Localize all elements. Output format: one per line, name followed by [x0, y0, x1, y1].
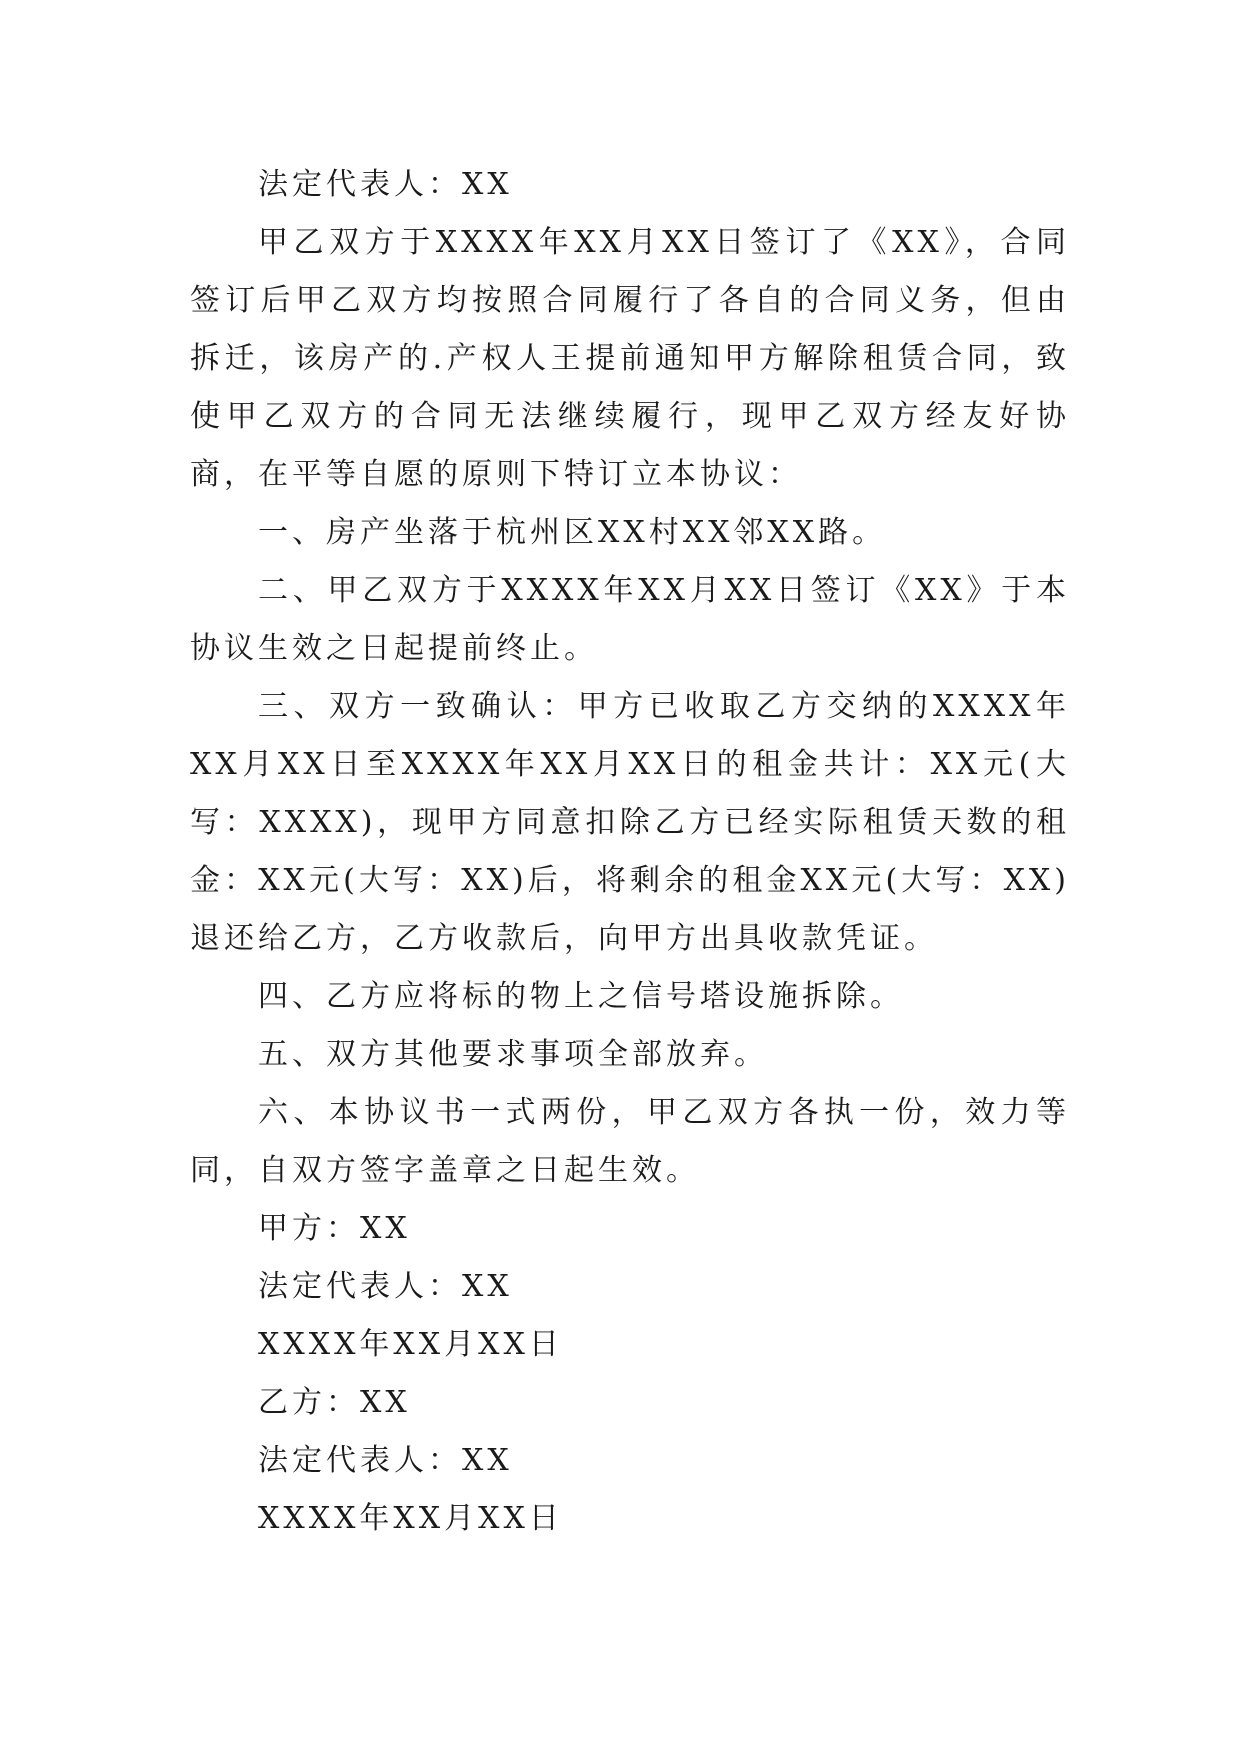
- party-b-signature-block: [190, 1374, 1070, 1548]
- clause-4: 四、乙方应将标的物上之信号塔设施拆除。: [258, 979, 904, 1014]
- party-b-name: 乙方：XX: [258, 1385, 411, 1420]
- clause-1: 一、房产坐落于杭州区XX村XX邻XX路。: [258, 515, 887, 550]
- document-page: [190, 156, 1070, 1548]
- party-a-name: 甲方：XX: [258, 1211, 411, 1246]
- intro-paragraph: 甲乙双方于XXXX年XX月XX日签订了《XX》，合同签订后甲乙双方均按照合同履行了各自的合同义务，但由拆迁，该房产的.产权人王提前通知甲方解除租赁合同，致使甲乙双方的合同无法继续履行，现甲乙双方经友好协商，在平等自愿的原则下特订立本协议：: [190, 225, 1070, 492]
- clause-6: 六、本协议书一式两份，甲乙双方各执一份，效力等同，自双方签字盖章之日起生效。: [190, 1095, 1070, 1188]
- clause-2: 二、甲乙双方于XXXX年XX月XX日签订《XX》于本协议生效之日起提前终止。: [190, 573, 1070, 666]
- party-a-date: XXXX年XX月XX日: [258, 1327, 563, 1362]
- party-b-representative: 法定代表人：XX: [258, 1443, 513, 1478]
- clause-3: 三、双方一致确认：甲方已收取乙方交纳的XXXX年XX月XX日至XXXX年XX月XX日的租金共计：XX元(大写：XXXX)，现甲方同意扣除乙方已经实际租赁天数的租金：XX元(大写：XX)后，将剩余的租金XX元(大写：XX)退还给乙方，乙方收款后，向甲方出具收款凭证。: [190, 689, 1070, 956]
- party-a-signature-block: [190, 1200, 1070, 1374]
- party-a-representative: 法定代表人：XX: [258, 1269, 513, 1304]
- representative-line-top: 法定代表人：XX: [258, 167, 513, 202]
- party-b-date: XXXX年XX月XX日: [258, 1501, 563, 1536]
- clause-5: 五、双方其他要求事项全部放弃。: [258, 1037, 768, 1072]
